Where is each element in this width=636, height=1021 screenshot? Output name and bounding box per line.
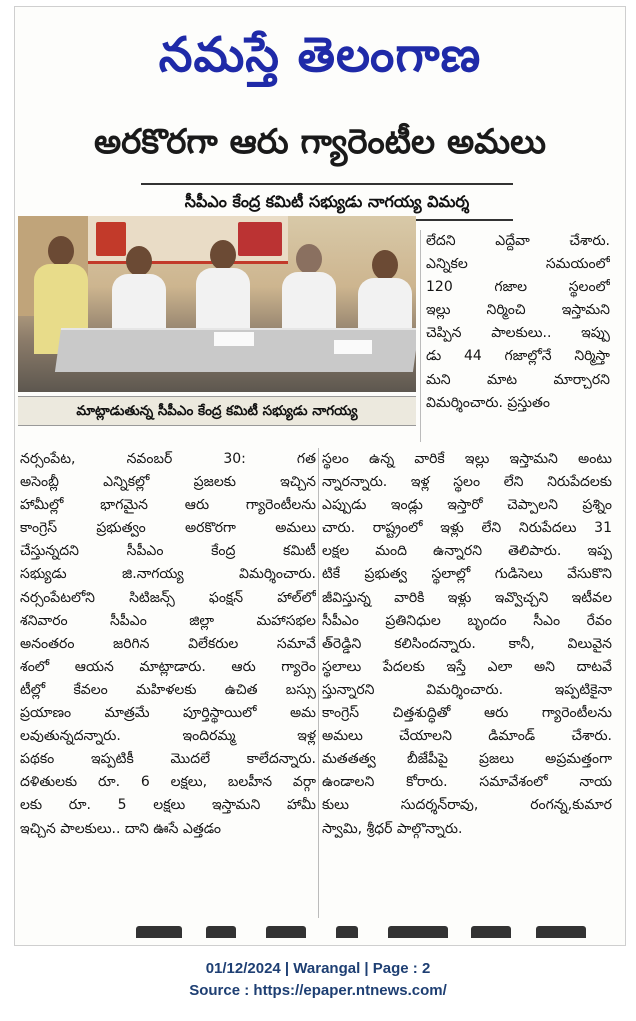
article-text-line: లవుతున్నదన్నారు. ఇందిరమ్మ ఇళ్ల: [20, 728, 316, 745]
newspaper-masthead: నమస్తే తెలంగాణ: [158, 27, 482, 83]
article-text-line: కులు సుదర్శన్‌రావు, రంగన్న,కుమార: [322, 797, 612, 814]
article-text-line: న్నారన్నారు. ఇళ్ల స్థలం లేని నిరుపేదలకు: [322, 474, 612, 491]
article-text-line: సభ్యుడు జి.నాగయ్య విమర్శించారు.: [20, 566, 316, 583]
article-text-line: త్‌రెడ్డిని కలిసిందన్నారు. కానీ, విలువైన: [322, 635, 612, 652]
footer-source-link[interactable]: Source : https://epaper.ntnews.com/: [189, 982, 447, 999]
article-text-line: టీల్లో కేవలం మహిళలకు ఉచిత బస్సు: [20, 681, 316, 698]
article-text-line: ఇచ్చిన పాలకులు.. దాని ఊసే ఎత్తడం: [20, 820, 222, 837]
column-divider: [318, 448, 319, 918]
article-text-line: ఉండాలని కోరారు. సమావేశంలో నాయ: [322, 774, 612, 791]
article-text-line: కాంగ్రెస్ చిత్తశుద్ధితో ఆరు గ్యారెంటీలను: [322, 705, 612, 722]
article-text-line: లక్షల మంది ఉన్నారని తెలిపారు. ఇప్ప: [322, 543, 612, 560]
article-photo: [18, 216, 416, 392]
article-text-line: మతతత్వ బీజేపీపై ప్రజలు అప్రమత్తంగా: [322, 751, 612, 768]
article-text-line: కాంగ్రెస్ ప్రభుత్వం అరకొరగా అమలు: [20, 520, 316, 537]
article-column-right: [322, 448, 612, 841]
article-text-line: ఎన్నికల సమయంలో: [426, 256, 610, 273]
article-text-line: చారు. రాష్ట్రంలో ఇళ్లు లేని నిరుపేదలు 31: [322, 520, 612, 537]
article-text-line: జీవిస్తున్న వారికి ఇళ్లు ఇవ్వొచ్చని ఇటీవల: [322, 589, 612, 606]
article-text-line: పథకం ఇప్పటికీ మొదలే కాలేదన్నారు.: [20, 751, 316, 768]
article-column-left: [20, 448, 316, 841]
article-column-top-right: [426, 230, 610, 415]
article-subheadline: సీపీఎం కేంద్ర కమిటీ సభ్యుడు నాగయ్య విమర్శ: [141, 183, 513, 221]
photo-caption: మాట్లాడుతున్న సీపీఎం కేంద్ర కమిటీ సభ్యుడు నాగయ్య: [18, 396, 416, 426]
article-text-line: చేస్తున్నదని సీపీఎం కేంద్ర కమిటీ: [20, 543, 316, 560]
column-divider: [420, 230, 421, 442]
article-text-line: సీపీఎం ప్రతినిధుల బృందం సీఎం రేవం: [322, 612, 612, 629]
article-text-line: దళితులకు రూ. 6 లక్షలు, బలహీన వర్గా: [20, 774, 316, 791]
article-text-line: శనివారం సీపీఎం జిల్లా మహాసభల: [20, 612, 316, 629]
article-text-line: శంలో ఆయన మాట్లాడారు. ఆరు గ్యారెం: [20, 658, 316, 675]
article-text-line: ఎప్పుడు ఇండ్లు ఇస్తారో చెప్పాలని ప్రశ్నిం: [322, 497, 612, 514]
photo-paper: [214, 332, 254, 346]
footer-date-edition: 01/12/2024 | Warangal | Page : 2: [205, 960, 431, 977]
article-text-line: నర్సంపేట, నవంబర్ 30: గత: [20, 451, 316, 467]
photo-paper: [334, 340, 372, 354]
article-text-line: అసెంబ్లీ ఎన్నికల్లో ప్రజలకు ఇచ్చిన: [20, 474, 316, 491]
article-text-line: హామీల్లో భాగమైన ఆరు గ్యారెంటీలను: [20, 497, 316, 514]
article-text-line: అమలు చేయాలని డిమాండ్ చేశారు.: [322, 728, 612, 745]
article-text-line: టికే ప్రభుత్వ స్థలాల్లో గుడిసెలు వేసుకొని: [322, 566, 612, 583]
cut-off-next-article: [16, 920, 616, 940]
article-text-line: చెప్పిన పాలకులు.. ఇప్పు: [426, 325, 610, 342]
article-text-line: ప్రయాణం మాత్రమే పూర్తిస్థాయిలో అమ: [20, 705, 316, 722]
article-text-line: ఇల్లు నిర్మించి ఇస్తామని: [426, 302, 610, 319]
article-text-line: నర్సంపేటలోని సిటిజన్స్ ఫంక్షన్ హాల్‌లో: [20, 589, 316, 606]
article-text-line: స్తున్నారని విమర్శించారు. ఇప్పటికైనా: [322, 681, 612, 698]
article-text-line: స్వామి, శ్రీధర్ పాల్గొన్నారు.: [322, 820, 463, 837]
article-text-line: లేదని ఎద్దేవా చేశారు.: [426, 233, 610, 249]
article-text-line: విమర్శించారు. ప్రస్తుతం: [426, 394, 551, 411]
article-text-line: 120 గజాల స్థలంలో: [426, 279, 610, 296]
article-text-line: మని మాట మార్చారని: [426, 371, 610, 388]
page-footer: [0, 958, 636, 1002]
article-text-line: డు 44 గజాల్లోనే నిర్మిస్తా: [426, 348, 610, 365]
article-text-line: లకు రూ. 5 లక్షలు ఇస్తామని హామీ: [20, 797, 316, 814]
article-text-line: స్థలాలు పేదలకు ఇస్తే ఎలా అని దాటవే: [322, 658, 612, 675]
article-text-line: అనంతరం జరిగిన విలేకరుల సమావే: [20, 635, 316, 652]
article-headline: అరకొరగా ఆరు గ్యారెంటీల అమలు: [93, 122, 546, 162]
article-text-line: స్థలం ఉన్న వారికే ఇల్లు ఇస్తామని అంటు: [322, 451, 612, 467]
